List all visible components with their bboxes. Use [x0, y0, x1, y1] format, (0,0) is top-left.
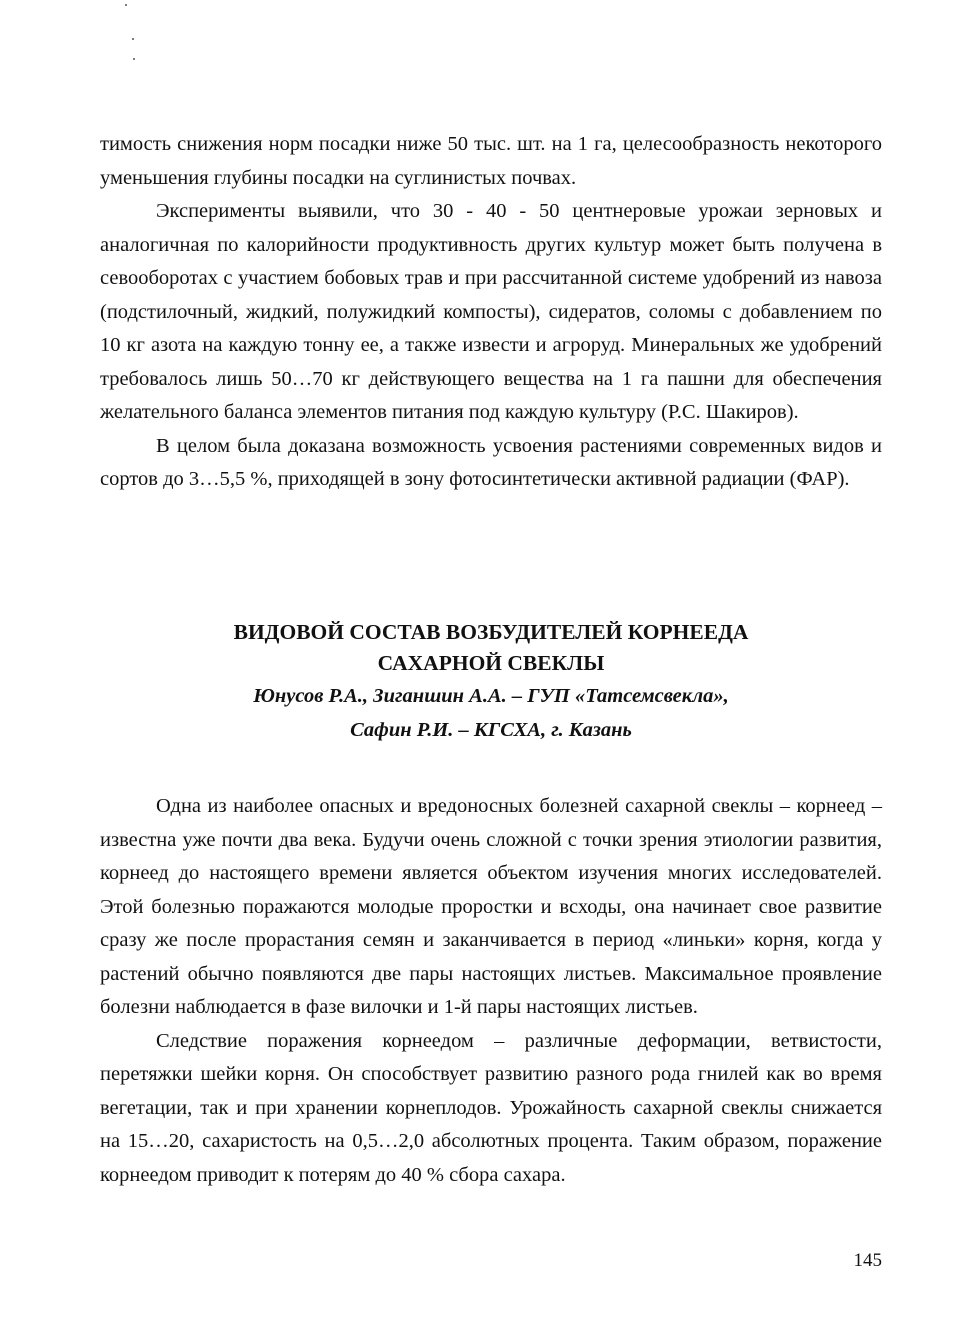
article-authors-line-1: Юнусов Р.А., Зиганшин А.А. – ГУП «Татсемсвекла», [253, 685, 729, 707]
article-paragraph-1: Одна из наиболее опасных и вредоносных болезней сахарной свеклы – корнеед – известна уже почти два века. Будучи очень сложной с точки зрения этиологии развития, корнеед до настоящего времени является объектом изучения многих исследователей. Этой болезнью поражаются молодые проростки и всходы, она начинает свое развитие сразу же после прорастания семян и заканчивается в период «линьки» корня, когда у растений обычно появляются две пары настоящих листьев. Максимальное проявление болезни наблюдается в фазе вилочки и 1-й пары настоящих листьев. [100, 795, 882, 1018]
intro-paragraph-2: Эксперименты выявили, что 30 - 40 - 50 центнеровые урожаи зерновых и аналогичная по калорийности продуктивность других культур может быть получена в севооборотах с участием бобовых трав и при рассчитанной системе удобрений из навоза (подстилочный, жидкий, полужидкий компосты), сидератов, соломы с добавлением по 10 кг азота на каждую тонну ее, а также извести и агроруд. Минеральных же удобрений требовалось лишь 50…70 кг действующего вещества на 1 га пашни для обеспечения желательного баланса элементов питания под каждую культуру (Р.С. Шакиров). [100, 200, 882, 423]
intro-paragraph-3: В целом была доказана возможность усвоения растениями современных видов и сортов до 3…5,5 %, приходящей в зону фотосинтетически активной радиации (ФАР). [100, 434, 882, 490]
article-heading [100, 617, 882, 747]
article-title-line-1: ВИДОВОЙ СОСТАВ ВОЗБУДИТЕЛЕЙ КОРНЕЕДА [233, 620, 749, 644]
page-number: 145 [853, 1250, 882, 1271]
intro-paragraph-1: тимость снижения норм посадки ниже 50 тыс. шт. на 1 га, целесообразность некоторого уменьшения глубины посадки на суглинистых почвах. [100, 133, 882, 189]
article-authors-line-2: Сафин Р.И. – КГСХА, г. Казань [350, 719, 632, 741]
scan-speck [132, 38, 134, 40]
article-paragraph-2: Следствие поражения корнеедом – различные деформации, ветвистости, перетяжки шейки корня. Он способствует развитию разного рода гнилей как во время вегетации, так и при хранении корнеплодов. Урожайность сахарной свеклы снижается на 15…20, сахаристость на 0,5…2,0 абсолютных процента. Таким образом, поражение корнеедом приводит к потерям до 40 % сбора сахара. [100, 1029, 882, 1186]
article-title-line-2: САХАРНОЙ СВЕКЛЫ [377, 651, 605, 675]
intro-text [100, 128, 882, 497]
scan-speck [133, 58, 135, 60]
article-body [100, 790, 882, 1192]
scan-speck [125, 4, 127, 6]
